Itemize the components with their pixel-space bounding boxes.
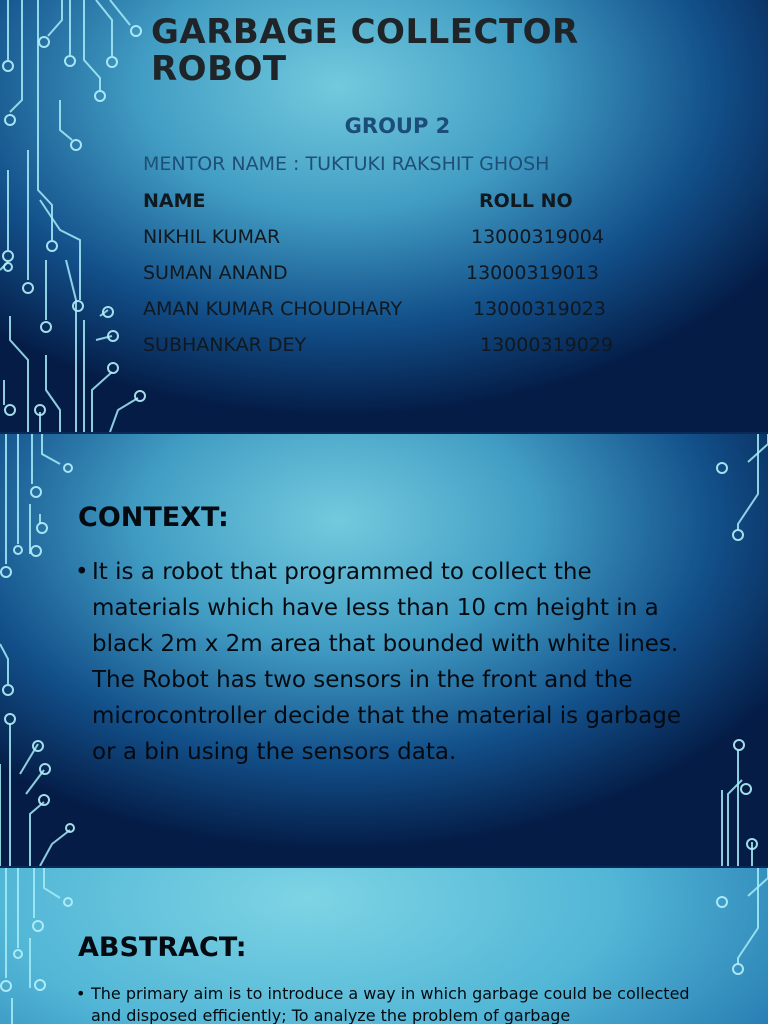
member-name: AMAN KUMAR CHOUDHARY: [143, 298, 403, 320]
title-line-1: GARBAGE COLLECTOR: [151, 12, 579, 52]
circuit-decoration-right: [708, 434, 768, 866]
circuit-decoration-left: [0, 0, 150, 432]
member-name: NIKHIL KUMAR: [143, 226, 281, 248]
member-row: [143, 334, 613, 356]
abstract-text: The primary aim is to introduce a way in which garbage could be collected and disposed efficiently; To analyze the problem of garbage: [91, 984, 690, 1024]
circuit-decoration-left: [0, 434, 80, 866]
member-roll: 13000319029: [480, 334, 613, 356]
context-slide: [0, 434, 768, 866]
bullet-icon: •: [75, 559, 89, 585]
member-roll: 13000319013: [466, 262, 599, 284]
circuit-decoration-left: [0, 868, 80, 1024]
circuit-decoration-right: [708, 868, 768, 1024]
abstract-slide: [0, 868, 768, 1024]
member-row: [143, 226, 604, 248]
member-name: SUBHANKAR DEY: [143, 334, 307, 356]
bullet-icon: •: [76, 984, 86, 1003]
context-bullet: [75, 554, 700, 770]
roll-column-header: ROLL NO: [479, 190, 573, 212]
title-slide: [0, 0, 768, 432]
abstract-heading: ABSTRACT:: [78, 932, 247, 963]
member-row: [143, 298, 606, 320]
member-roll: 13000319023: [473, 298, 606, 320]
title-line-2: ROBOT: [151, 49, 287, 89]
context-text: It is a robot that programmed to collect the materials which have less than 10 cm height in a black 2m x 2m area that bounded with white lines. The Robot has two sensors in the front and the microcontroller decide that the material is garbage or a bin using the sensors data.: [92, 559, 682, 765]
member-row: [143, 262, 599, 284]
mentor-name: MENTOR NAME : TUKTUKI RAKSHIT GHOSH: [143, 153, 550, 175]
group-label: GROUP 2: [344, 114, 451, 138]
presentation-title: [151, 14, 711, 88]
member-table-header: [143, 190, 573, 212]
abstract-bullet: [76, 983, 696, 1024]
member-roll: 13000319004: [471, 226, 604, 248]
name-column-header: NAME: [143, 190, 206, 212]
context-heading: CONTEXT:: [78, 502, 229, 533]
member-name: SUMAN ANAND: [143, 262, 288, 284]
